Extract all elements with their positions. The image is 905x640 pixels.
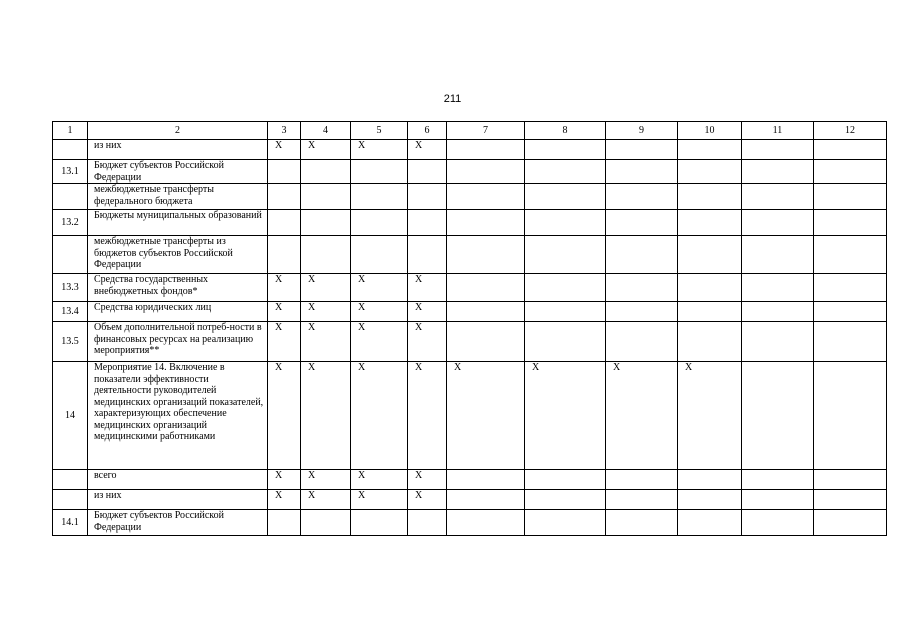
row-cell	[447, 160, 525, 184]
row-number: 13.2	[53, 210, 88, 236]
row-name: Бюджет субъектов Российской Федерации	[88, 510, 268, 536]
row-cell	[525, 302, 606, 322]
row-cell	[678, 510, 742, 536]
row-cell	[678, 470, 742, 490]
row-cell: X	[678, 362, 742, 470]
row-cell	[606, 236, 678, 274]
row-cell: X	[268, 140, 301, 160]
column-header: 3	[268, 122, 301, 140]
column-header: 9	[606, 122, 678, 140]
row-number: 13.5	[53, 322, 88, 362]
table-row	[53, 362, 887, 470]
row-cell	[678, 160, 742, 184]
column-header: 12	[814, 122, 887, 140]
row-cell: X	[408, 490, 447, 510]
column-header: 1	[53, 122, 88, 140]
row-cell	[606, 510, 678, 536]
row-cell	[814, 470, 887, 490]
column-header: 4	[301, 122, 351, 140]
row-cell: X	[408, 470, 447, 490]
row-cell: X	[351, 470, 408, 490]
row-cell: X	[268, 302, 301, 322]
table-row	[53, 210, 887, 236]
row-cell	[606, 184, 678, 210]
row-name: Средства юридических лиц	[88, 302, 268, 322]
row-number	[53, 140, 88, 160]
row-cell	[268, 210, 301, 236]
row-cell: X	[301, 322, 351, 362]
row-cell	[351, 184, 408, 210]
row-cell	[814, 510, 887, 536]
row-cell: X	[408, 362, 447, 470]
row-cell	[351, 510, 408, 536]
row-cell	[678, 322, 742, 362]
row-cell: X	[351, 322, 408, 362]
row-cell: X	[268, 322, 301, 362]
row-cell	[742, 490, 814, 510]
row-cell: X	[351, 490, 408, 510]
row-name: Средства государственных внебюджетных фондов*	[88, 274, 268, 302]
row-cell	[301, 236, 351, 274]
row-name: всего	[88, 470, 268, 490]
row-cell	[268, 510, 301, 536]
row-number: 13.1	[53, 160, 88, 184]
row-cell	[814, 236, 887, 274]
row-cell	[814, 490, 887, 510]
row-cell: X	[301, 274, 351, 302]
row-cell	[447, 490, 525, 510]
row-cell	[525, 140, 606, 160]
row-cell	[525, 322, 606, 362]
row-number	[53, 184, 88, 210]
row-cell	[742, 470, 814, 490]
row-number	[53, 490, 88, 510]
table-row	[53, 140, 887, 160]
row-cell	[814, 362, 887, 470]
row-name: из них	[88, 490, 268, 510]
row-cell: X	[351, 274, 408, 302]
row-cell	[678, 302, 742, 322]
row-cell	[742, 210, 814, 236]
row-cell: X	[301, 470, 351, 490]
row-cell: X	[268, 274, 301, 302]
column-header: 6	[408, 122, 447, 140]
row-cell	[678, 274, 742, 302]
row-number: 13.4	[53, 302, 88, 322]
row-cell	[408, 510, 447, 536]
column-header: 7	[447, 122, 525, 140]
row-cell	[814, 160, 887, 184]
table-row	[53, 274, 887, 302]
row-cell	[301, 160, 351, 184]
table-row	[53, 470, 887, 490]
row-cell	[408, 210, 447, 236]
row-cell	[268, 236, 301, 274]
row-name: Бюджеты муниципальных образований	[88, 210, 268, 236]
row-name: межбюджетные трансферты федерального бюджета	[88, 184, 268, 210]
header-row	[53, 122, 887, 140]
row-cell	[351, 160, 408, 184]
table-row	[53, 322, 887, 362]
row-cell: X	[301, 140, 351, 160]
row-name: Объем дополнительной потреб-ности в финансовых ресурсах на реализацию мероприятия**	[88, 322, 268, 362]
row-cell	[678, 490, 742, 510]
row-cell	[268, 184, 301, 210]
row-cell	[606, 160, 678, 184]
row-cell	[301, 210, 351, 236]
row-cell	[606, 322, 678, 362]
row-name: Бюджет субъектов Российской Федерации	[88, 160, 268, 184]
row-cell	[606, 140, 678, 160]
row-cell	[268, 160, 301, 184]
row-cell: X	[301, 302, 351, 322]
column-header: 8	[525, 122, 606, 140]
row-cell	[525, 470, 606, 490]
row-cell	[408, 160, 447, 184]
row-cell	[447, 210, 525, 236]
row-number	[53, 236, 88, 274]
row-cell	[678, 236, 742, 274]
page-number: 211	[443, 93, 462, 105]
row-cell	[447, 184, 525, 210]
row-name: Мероприятие 14. Включение в показатели эффективности деятельности руководителей медицинских организаций показателей, характеризующих обеспечение медицинских организаций медицинскими работниками	[88, 362, 268, 470]
row-cell	[525, 210, 606, 236]
row-cell: X	[606, 362, 678, 470]
row-cell	[351, 236, 408, 274]
row-cell	[742, 322, 814, 362]
row-cell	[525, 490, 606, 510]
column-header: 10	[678, 122, 742, 140]
row-cell	[447, 322, 525, 362]
table-row	[53, 184, 887, 210]
row-cell	[742, 510, 814, 536]
row-name: межбюджетные трансферты из бюджетов субъектов Российской Федерации	[88, 236, 268, 274]
table-row	[53, 160, 887, 184]
row-cell	[678, 184, 742, 210]
column-header: 5	[351, 122, 408, 140]
row-cell	[408, 184, 447, 210]
column-header: 11	[742, 122, 814, 140]
row-cell	[525, 160, 606, 184]
row-cell	[814, 140, 887, 160]
row-cell	[447, 302, 525, 322]
row-cell	[814, 274, 887, 302]
row-number: 13.3	[53, 274, 88, 302]
row-cell	[606, 490, 678, 510]
row-cell	[525, 510, 606, 536]
row-cell: X	[447, 362, 525, 470]
row-cell	[814, 322, 887, 362]
row-number	[53, 470, 88, 490]
row-cell	[447, 236, 525, 274]
row-cell: X	[268, 470, 301, 490]
row-cell	[525, 236, 606, 274]
row-cell	[301, 510, 351, 536]
table-row	[53, 236, 887, 274]
row-cell: X	[301, 362, 351, 470]
row-cell	[742, 184, 814, 210]
row-cell	[814, 184, 887, 210]
row-cell: X	[301, 490, 351, 510]
row-number: 14	[53, 362, 88, 470]
row-cell: X	[408, 140, 447, 160]
row-cell	[742, 274, 814, 302]
row-cell: X	[351, 362, 408, 470]
row-cell	[447, 510, 525, 536]
row-cell	[742, 302, 814, 322]
row-cell	[606, 302, 678, 322]
row-cell	[814, 302, 887, 322]
row-cell	[742, 236, 814, 274]
table-row	[53, 490, 887, 510]
row-cell	[351, 210, 408, 236]
row-name: из них	[88, 140, 268, 160]
row-cell	[742, 362, 814, 470]
row-cell	[301, 184, 351, 210]
table-row	[53, 510, 887, 536]
row-cell: X	[268, 362, 301, 470]
row-cell	[742, 140, 814, 160]
row-cell	[814, 210, 887, 236]
row-cell	[606, 470, 678, 490]
row-cell	[525, 274, 606, 302]
row-cell: X	[408, 302, 447, 322]
budget-table	[52, 121, 887, 536]
row-cell: X	[525, 362, 606, 470]
row-cell: X	[351, 302, 408, 322]
row-cell	[447, 274, 525, 302]
row-cell	[742, 160, 814, 184]
row-cell: X	[351, 140, 408, 160]
row-cell	[606, 210, 678, 236]
row-cell	[525, 184, 606, 210]
row-cell	[606, 274, 678, 302]
row-cell: X	[408, 322, 447, 362]
row-cell	[678, 210, 742, 236]
row-cell: X	[408, 274, 447, 302]
table-row	[53, 302, 887, 322]
column-header: 2	[88, 122, 268, 140]
row-cell	[678, 140, 742, 160]
row-cell	[408, 236, 447, 274]
row-number: 14.1	[53, 510, 88, 536]
row-cell	[447, 470, 525, 490]
row-cell	[447, 140, 525, 160]
row-cell: X	[268, 490, 301, 510]
